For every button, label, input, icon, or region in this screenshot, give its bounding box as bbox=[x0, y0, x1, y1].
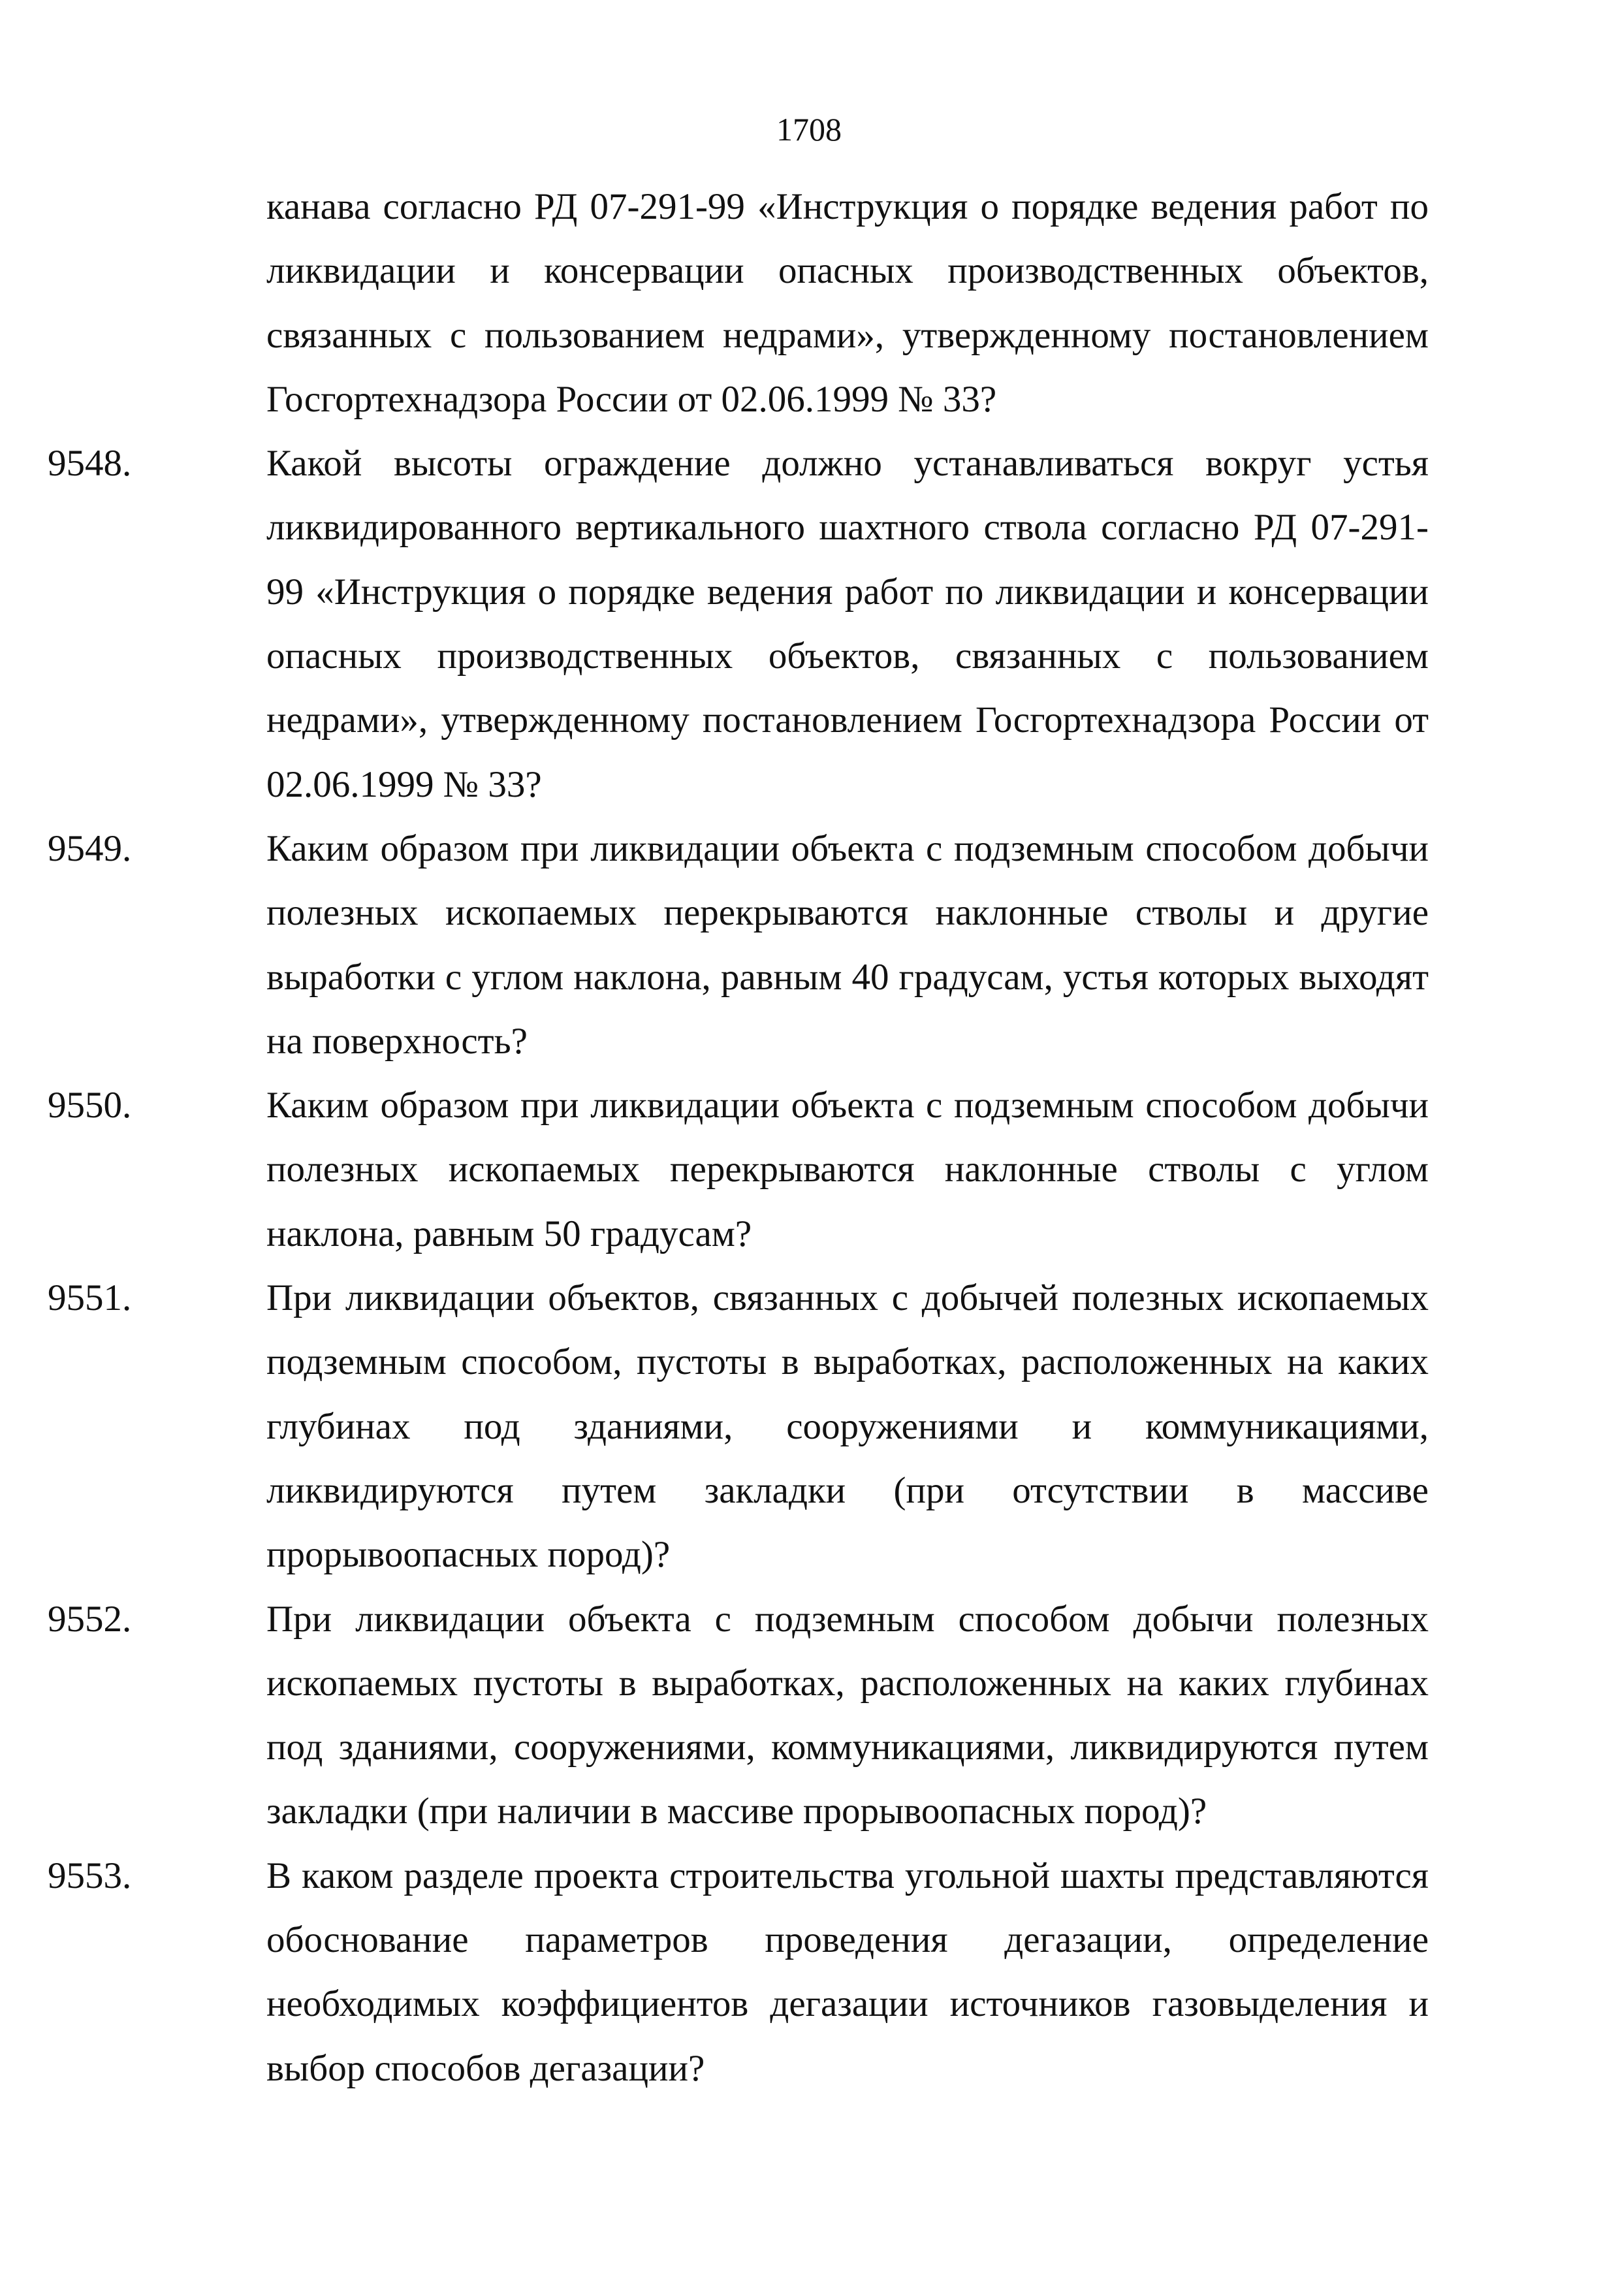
question-text: Каким образом при ликвидации объекта с подземным способом добычи полезных ископаемых перекрываются наклонные стволы с углом наклона, равным 50 градусам? bbox=[266, 1085, 1429, 1254]
page-number: 1708 bbox=[776, 111, 842, 148]
continuation-paragraph bbox=[266, 175, 1429, 432]
question-text: При ликвидации объекта с подземным способом добычи полезных ископаемых пустоты в выработках, расположенных на каких глубинах под зданиями, сооружениями, коммуникациями, ликвидируются путем закладки (при наличии в массиве прорывоопасных пород)? bbox=[266, 1598, 1429, 1832]
question-item bbox=[48, 1844, 1429, 2101]
question-list bbox=[48, 175, 1429, 2101]
question-number: 9552. bbox=[48, 1598, 132, 1640]
question-number: 9551. bbox=[48, 1277, 132, 1319]
question-text: При ликвидации объектов, связанных с добычей полезных ископаемых подземным способом, пустоты в выработках, расположенных на каких глубинах под зданиями, сооружениями и коммуникациями, ликвидируются путем закладки (при отсутствии в массиве прорывоопасных пород)? bbox=[266, 1277, 1429, 1576]
question-item bbox=[48, 1074, 1429, 1266]
question-text: Какой высоты ограждение должно устанавливаться вокруг устья ликвидированного вертикального шахтного ствола согласно РД 07-291-99 «Инструкция о порядке ведения работ по ликвидации и консервации опасных производственных объектов, связанных с пользованием недрами», утвержденному постановлением Госгортехнадзора России от 02.06.1999 № 33? bbox=[266, 443, 1429, 805]
question-text: В каком разделе проекта строительства угольной шахты представляются обоснование параметров проведения дегазации, определение необходимых коэффициентов дегазации источников газовыделения и выбор способов дегазации? bbox=[266, 1855, 1429, 2089]
continuation-text: канава согласно РД 07-291-99 «Инструкция о порядке ведения работ по ликвидации и консервации опасных производственных объектов, связанных с пользованием недрами», утвержденному постановлением Госгортехнадзора России от 02.06.1999 № 33? bbox=[266, 186, 1429, 420]
question-number: 9549. bbox=[48, 827, 132, 869]
question-item bbox=[48, 817, 1429, 1074]
question-item bbox=[48, 432, 1429, 817]
question-number: 9553. bbox=[48, 1855, 132, 1896]
question-item bbox=[48, 1266, 1429, 1587]
question-number: 9550. bbox=[48, 1085, 132, 1126]
question-text: Каким образом при ликвидации объекта с подземным способом добычи полезных ископаемых перекрываются наклонные стволы и другие выработки с углом наклона, равным 40 градусам, устья которых выходят на поверхность? bbox=[266, 827, 1429, 1062]
question-item bbox=[48, 1587, 1429, 1844]
question-number: 9548. bbox=[48, 443, 132, 485]
